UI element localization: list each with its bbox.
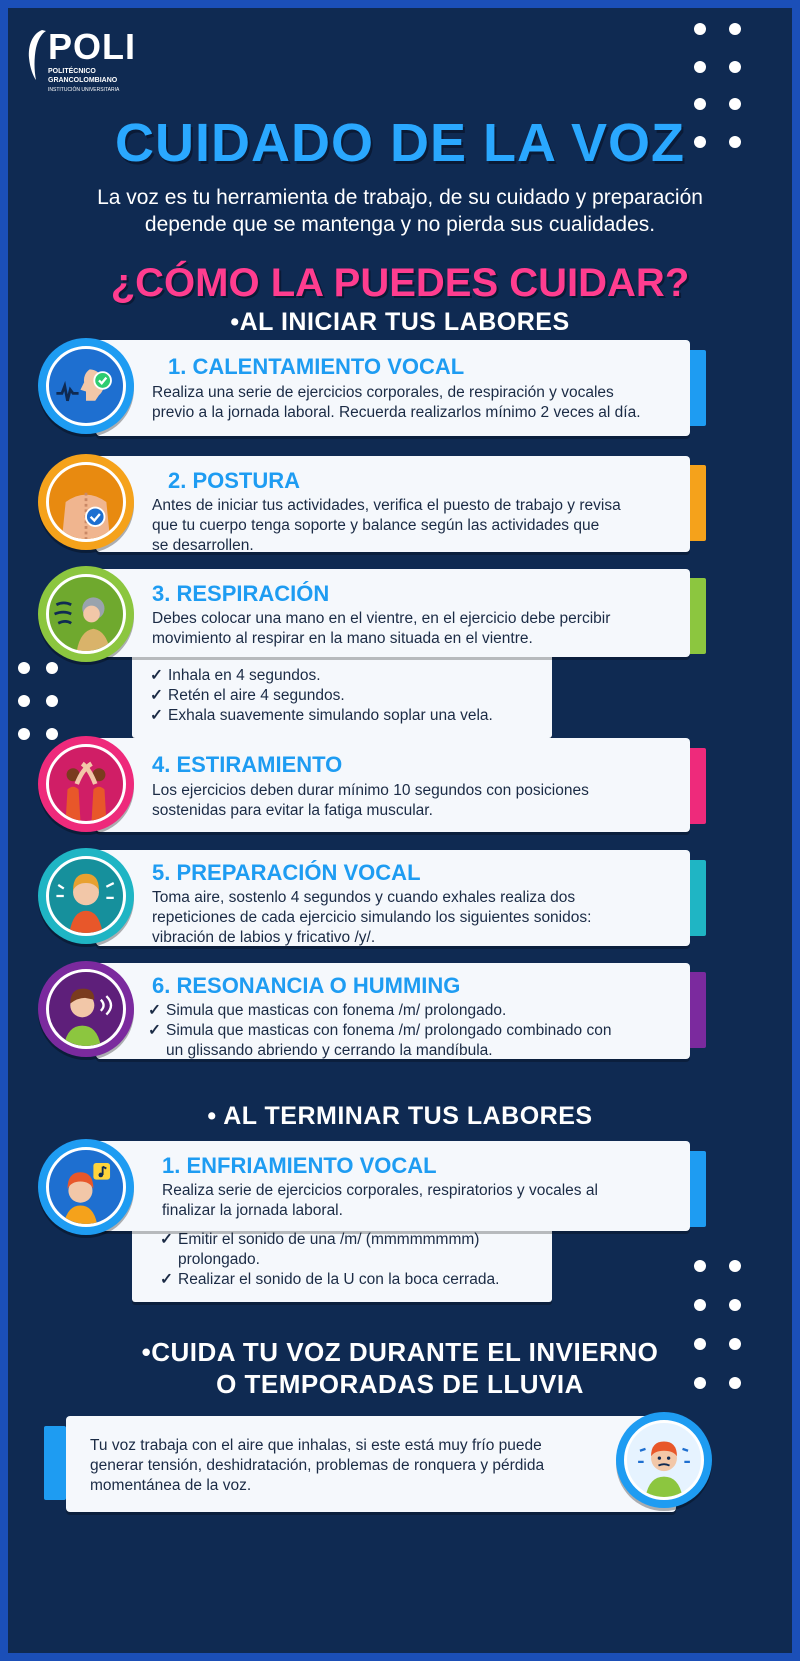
step-3-title: 3. RESPIRACIÓN <box>152 581 330 606</box>
logo-line-1: POLITÉCNICO <box>48 68 96 75</box>
check-icon: ✓ <box>160 1231 173 1248</box>
section-end-heading: • AL TERMINAR TUS LABORES <box>207 1102 593 1130</box>
winter-heading <box>8 1336 792 1400</box>
check-icon: ✓ <box>160 1271 173 1288</box>
step-1-card <box>96 340 690 436</box>
step-4-line: sostenidas para evitar la fatiga muscular. <box>152 802 433 819</box>
winter-heading-line-2: O TEMPORADAS DE LLUVIA <box>216 1369 584 1399</box>
step-5-icon-ring <box>38 848 134 944</box>
section-start-heading: •AL INICIAR TUS LABORES <box>230 308 570 336</box>
step-3-line: Debes colocar una mano en el vientre, en el ejercicio debe percibir <box>152 610 611 627</box>
step-1-title: 1. CALENTAMIENTO VOCAL <box>168 354 465 379</box>
cooldown-line: Realiza serie de ejercicios corporales, respiratorios y vocales al <box>162 1182 598 1199</box>
step-5-text <box>152 888 692 948</box>
step-2-title: 2. POSTURA <box>168 468 301 493</box>
step-4-line: Los ejercicios deben durar mínimo 10 segundos con posiciones <box>152 782 589 799</box>
step-4-text <box>152 781 692 821</box>
page-title: CUIDADO DE LA VOZ <box>115 113 685 173</box>
infographic <box>8 8 792 1653</box>
step-3-checklist <box>132 654 552 738</box>
step-1-line: Realiza una serie de ejercicios corporales, de respiración y vocales <box>152 384 614 401</box>
step-5-card <box>96 850 690 946</box>
step-4-title: 4. ESTIRAMIENTO <box>152 752 343 777</box>
step-1-text <box>152 383 692 423</box>
step-5-title: 5. PREPARACIÓN VOCAL <box>152 860 421 885</box>
cooldown-card <box>96 1141 690 1231</box>
winter-line: generar tensión, deshidratación, problemas de ronquera y pérdida <box>90 1457 545 1474</box>
breathing-icon <box>46 574 126 654</box>
cold-person-icon <box>624 1420 704 1500</box>
step-6-check-continuation: un glissando abriendo y cerrando la mandíbula. <box>166 1042 493 1059</box>
step-6-check-item: ✓ Simula que masticas con fonema /m/ prolongado. <box>148 1002 507 1019</box>
intro-text <box>28 184 772 238</box>
check-icon: ✓ <box>150 667 163 684</box>
posture-back-icon <box>46 462 126 542</box>
step-4-icon-ring <box>38 736 134 832</box>
winter-color-bar <box>44 1426 66 1500</box>
winter-line: Tu voz trabaja con el aire que inhalas, si este está muy frío puede <box>90 1437 542 1454</box>
logo-name: POLI <box>48 26 137 67</box>
step-2-line: que tu cuerpo tenga soporte y balance según las actividades que <box>152 517 600 534</box>
step-6-check-item: ✓ Simula que masticas con fonema /m/ prolongado combinado con <box>148 1022 612 1039</box>
step-1-line: previo a la jornada laboral. Recuerda realizarlos mínimo 2 veces al día. <box>152 404 641 421</box>
step-5-line: repeticiones de cada ejercicio simulando los siguientes sonidos: <box>152 909 592 926</box>
check-icon: ✓ <box>148 1002 161 1019</box>
cooldown-check-item: ✓ Realizar el sonido de la U con la boca cerrada. <box>160 1271 500 1288</box>
logo-line-3: INSTITUCIÓN UNIVERSITARIA <box>48 87 120 93</box>
step-3-check-item: ✓ Exhala suavemente simulando soplar una vela. <box>150 707 493 724</box>
check-icon: ✓ <box>150 707 163 724</box>
step-2-line: Antes de iniciar tus actividades, verifica el puesto de trabajo y revisa <box>152 497 621 514</box>
intro-line-2: depende que se mantenga y no pierda sus cualidades. <box>144 213 656 236</box>
step-2-icon-ring <box>38 454 134 550</box>
intro-line-1: La voz es tu herramienta de trabajo, de su cuidado y preparación <box>97 186 703 209</box>
cooldown-check-continuation: prolongado. <box>178 1251 260 1268</box>
step-3-icon-ring <box>38 566 134 662</box>
cooldown-line: finalizar la jornada laboral. <box>162 1202 343 1219</box>
winter-icon-ring <box>616 1412 712 1508</box>
vocal-prep-icon <box>46 856 126 936</box>
step-6-title: 6. RESONANCIA O HUMMING <box>152 973 461 998</box>
step-5-line: Toma aire, sostenlo 4 segundos y cuando exhales realiza dos <box>152 889 576 906</box>
humming-icon <box>46 969 126 1049</box>
winter-card <box>66 1416 676 1512</box>
cooldown-icon-ring <box>38 1139 134 1235</box>
step-4-card <box>96 738 690 832</box>
check-icon: ✓ <box>150 687 163 704</box>
cooldown-text <box>162 1181 686 1221</box>
step-6-checklist <box>148 1001 688 1061</box>
step-3-card <box>96 569 690 657</box>
step-1-icon-ring <box>38 338 134 434</box>
step-3-check-item: ✓ Inhala en 4 segundos. <box>150 667 321 684</box>
check-icon: ✓ <box>148 1022 161 1039</box>
step-2-text <box>152 496 692 556</box>
cooldown-title: 1. ENFRIAMIENTO VOCAL <box>162 1153 437 1178</box>
music-note-icon <box>46 1147 126 1227</box>
logo-mark-icon <box>26 28 50 82</box>
step-6-card <box>96 963 690 1059</box>
step-3-text <box>152 609 692 649</box>
voice-warmup-icon <box>46 346 126 426</box>
winter-line: momentánea de la voz. <box>90 1477 252 1494</box>
question-heading: ¿CÓMO LA PUEDES CUIDAR? <box>110 261 690 305</box>
step-2-line: se desarrollen. <box>152 537 254 554</box>
winter-heading-line-1: •CUIDA TU VOZ DURANTE EL INVIERNO <box>141 1337 659 1367</box>
step-3-line: movimiento al respirar en la mano situada en el vientre. <box>152 630 533 647</box>
step-5-line: vibración de labios y fricativo /y/. <box>152 929 376 946</box>
step-3-check-item: ✓ Retén el aire 4 segundos. <box>150 687 345 704</box>
stretching-icon <box>46 744 126 824</box>
cooldown-check-item: ✓ Emitir el sonido de una /m/ (mmmmmmmm) <box>160 1231 480 1248</box>
winter-text <box>90 1436 630 1496</box>
step-2-card <box>96 456 690 552</box>
logo-line-2: GRANCOLOMBIANO <box>48 77 118 84</box>
step-6-icon-ring <box>38 961 134 1057</box>
